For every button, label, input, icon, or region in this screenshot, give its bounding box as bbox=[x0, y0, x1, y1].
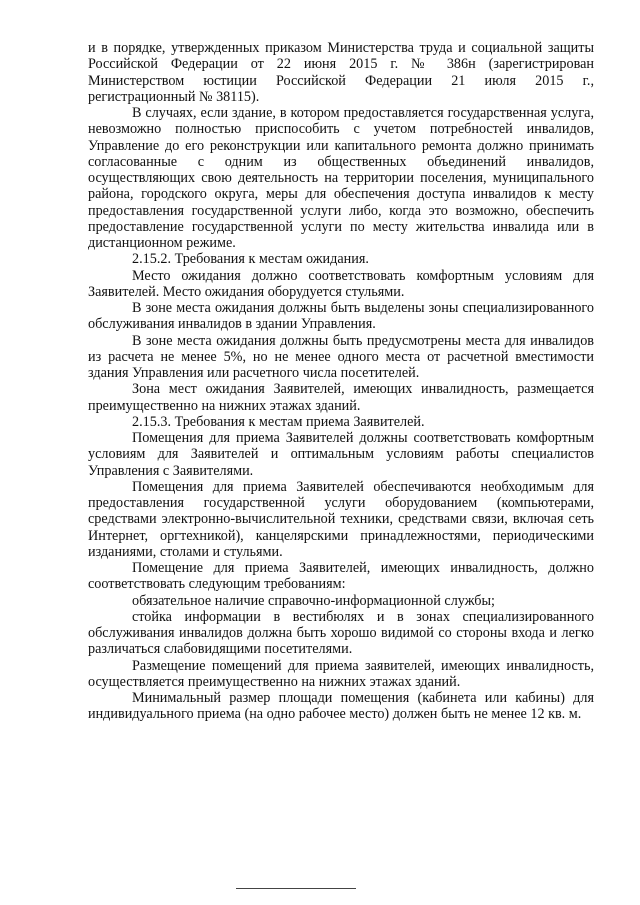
paragraph-reception-equipment: Помещения для приема Заявителей обеспечиваются необходимым для предоставления государственной услуги оборудованием (компьютерами, средствами электронно-вычислительной техники, средствами связи, включая сеть Интернет, оргтехникой), канцелярскими принадлежностями, периодическими изданиями, столами и стульями. bbox=[88, 478, 594, 560]
document-body bbox=[88, 40, 594, 723]
paragraph-continuation: и в порядке, утвержденных приказом Министерства труда и социальной защиты Российской Федерации от 22 июня 2015 г. № 386н (зарегистрирован Министерством юстиции Российской Федерации 21 июля 2015 г., регистрационный № 38115). bbox=[88, 40, 594, 105]
paragraph-waiting-comfort: Место ожидания должно соответствовать комфортным условиям для Заявителей. Место ожидания оборудуется стульями. bbox=[88, 267, 594, 300]
section-heading-waiting-places: 2.15.2. Требования к местам ожидания. bbox=[132, 251, 369, 268]
footer-divider bbox=[236, 888, 356, 889]
paragraph-waiting-zones: В зоне места ожидания должны быть выделены зоны специализированного обслуживания инвалидов в здании Управления. bbox=[88, 300, 594, 333]
paragraph-reception-comfort: Помещения для приема Заявителей должны соответствовать комфортным условиям для Заявителей и оптимальным условиям работы специалистов Управления с Заявителями. bbox=[88, 430, 594, 479]
paragraph-minimum-area: Минимальный размер площади помещения (кабинета или кабины) для индивидуального приема (на одно рабочее место) должен быть не менее 12 кв. м. bbox=[88, 690, 594, 723]
paragraph-waiting-zone-floors: Зона мест ожидания Заявителей, имеющих инвалидность, размещается преимущественно на нижних этажах зданий. bbox=[88, 381, 594, 414]
paragraph-building-adaptation: В случаях, если здание, в котором предоставляется государственная услуга, невозможно полностью приспособить с учетом потребностей инвалидов, Управление до его реконструкции или капитального ремонта должно принимать согласованные с одним из общественных объединений инвалидов, осуществляющих свою деятельность на территории поселения, муниципального района, городского округа, меры для обеспечения доступа инвалидов к месту предоставления государственной услуги либо, когда это возможно, обеспечить предоставление государственной услуги по месту жительства инвалида или в дистанционном режиме. bbox=[88, 105, 594, 251]
paragraph-waiting-places-disabled: В зоне места ожидания должны быть предусмотрены места для инвалидов из расчета не менее 5%, но не менее одного места от расчетной вместимости здания Управления или расчетного числа посетителей. bbox=[88, 332, 594, 381]
paragraph-info-service: обязательное наличие справочно-информационной службы; bbox=[132, 592, 495, 609]
section-heading-reception-places: 2.15.3. Требования к местам приема Заявителей. bbox=[132, 413, 425, 430]
paragraph-reception-floors: Размещение помещений для приема заявителей, имеющих инвалидность, осуществляется преимущественно на нижних этажах зданий. bbox=[88, 657, 594, 690]
paragraph-reception-disabled-requirements: Помещение для приема Заявителей, имеющих инвалидность, должно соответствовать следующим требованиям: bbox=[88, 560, 594, 593]
paragraph-info-stand: стойка информации в вестибюлях и в зонах специализированного обслуживания инвалидов должна быть хорошо видимой со стороны входа и легко различаться слабовидящими посетителями. bbox=[88, 608, 594, 658]
